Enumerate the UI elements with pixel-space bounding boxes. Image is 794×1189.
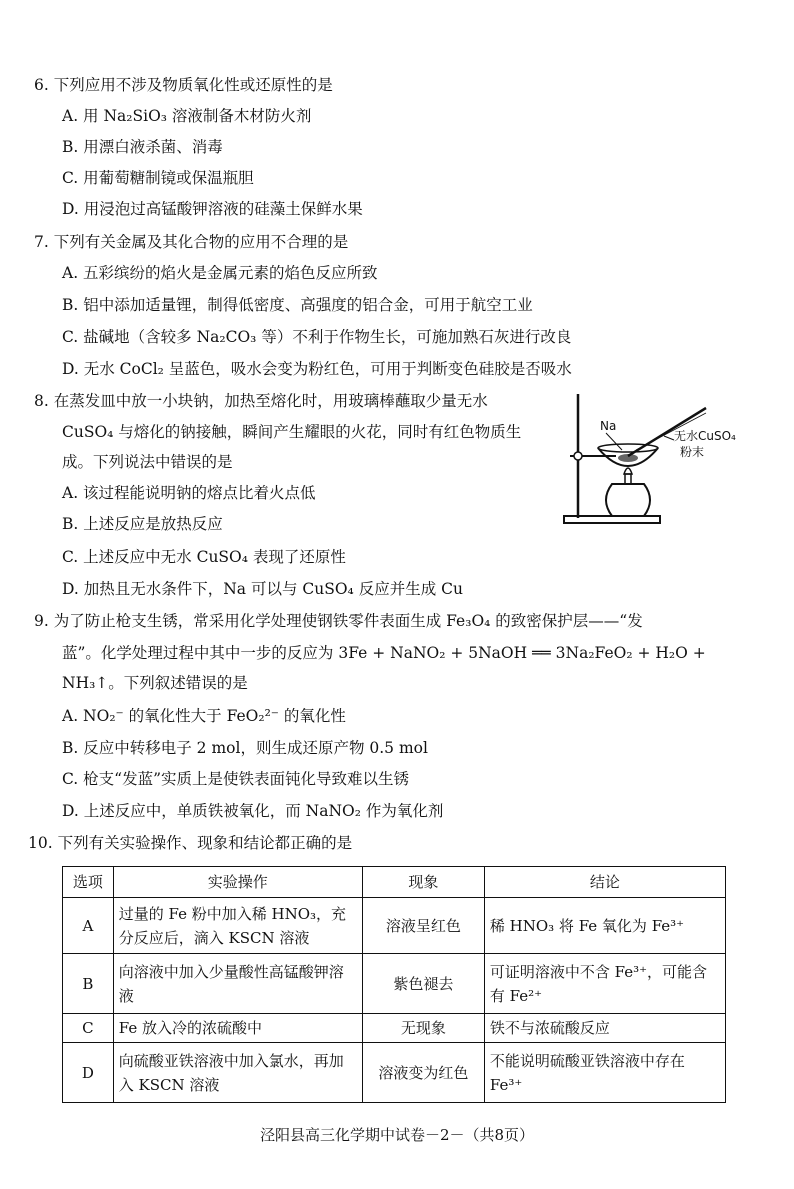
label-na: Na (600, 419, 617, 433)
apparatus-figure (556, 388, 746, 530)
q9-option-c: C. 枪支“发蓝”实质上是使铁表面钝化导致难以生锈 (62, 770, 410, 788)
q8-stem-line1: 8. 在蒸发皿中放一小块钠，加热至熔化时，用玻璃棒蘸取少量无水 (34, 392, 488, 410)
row-c-phenomenon: 无现象 (362, 1014, 484, 1043)
row-a-operation: 过量的 Fe 粉中加入稀 HNO₃，充分反应后，滴入 KSCN 溶液 (113, 898, 362, 954)
q6-stem: 6. 下列应用不涉及物质氧化性或还原性的是 (34, 76, 333, 94)
table-row (63, 1014, 726, 1043)
table-row (63, 1043, 726, 1103)
q9-option-d: D. 上述反应中，单质铁被氧化，而 NaNO₂ 作为氧化剂 (62, 802, 444, 820)
clamp-knob (574, 452, 582, 460)
row-b-conclusion: 可证明溶液中不含 Fe³⁺，可能含有 Fe²⁺ (484, 954, 725, 1014)
row-c-operation: Fe 放入冷的浓硫酸中 (113, 1014, 362, 1043)
row-c-option: C (63, 1014, 114, 1043)
q8-stem-line2: CuSO₄ 与熔化的钠接触，瞬间产生耀眼的火花，同时有红色物质生 (62, 423, 522, 441)
alcohol-lamp (606, 484, 650, 516)
q8-option-c: C. 上述反应中无水 CuSO₄ 表现了还原性 (62, 548, 346, 566)
experiment-table (62, 866, 726, 1103)
label-cuso4: 无水CuSO₄ (674, 429, 736, 443)
row-d-option: D (63, 1043, 114, 1103)
cuso4-pointer (664, 436, 674, 440)
q7-stem: 7. 下列有关金属及其化合物的应用不合理的是 (34, 233, 349, 251)
header-conclusion: 结论 (484, 867, 725, 898)
q7-option-d: D. 无水 CoCl₂ 呈蓝色，吸水会变为粉红色，可用于判断变色硅胶是否吸水 (62, 360, 572, 378)
table-row (63, 898, 726, 954)
q6-option-d: D. 用浸泡过高锰酸钾溶液的硅藻土保鲜水果 (62, 200, 363, 218)
q7-option-c: C. 盐碱地（含较多 Na₂CO₃ 等）不利于作物生长，可施加熟石灰进行改良 (62, 328, 572, 346)
q7-option-b: B. 铝中添加适量锂，制得低密度、高强度的铝合金，可用于航空工业 (62, 296, 533, 314)
header-phenomenon: 现象 (362, 867, 484, 898)
row-d-conclusion: 不能说明硫酸亚铁溶液中存在 Fe³⁺ (484, 1043, 725, 1103)
q9-stem-line2: 蓝”。化学处理过程中其中一步的反应为 3Fe + NaNO₂ + 5NaOH ══ 3Na₂FeO₂ + H₂O + (62, 644, 706, 662)
row-b-phenomenon: 紫色褪去 (362, 954, 484, 1014)
q8-option-d: D. 加热且无水条件下，Na 可以与 CuSO₄ 反应并生成 Cu (62, 580, 463, 598)
header-operation: 实验操作 (113, 867, 362, 898)
q8-option-a: A. 该过程能说明钠的熔点比着火点低 (62, 484, 316, 502)
row-b-operation: 向溶液中加入少量酸性高锰酸钾溶液 (113, 954, 362, 1014)
q9-stem-line3: NH₃↑。下列叙述错误的是 (62, 674, 248, 692)
q8-option-b: B. 上述反应是放热反应 (62, 515, 223, 533)
q7-option-a: A. 五彩缤纷的焰火是金属元素的焰色反应所致 (62, 264, 378, 282)
row-b-option: B (63, 954, 114, 1014)
flame (624, 468, 632, 474)
label-powder: 粉末 (680, 445, 705, 459)
header-option: 选项 (63, 867, 114, 898)
q8-stem-line3: 成。下列说法中错误的是 (62, 453, 233, 471)
row-d-operation: 向硫酸亚铁溶液中加入氯水，再加入 KSCN 溶液 (113, 1043, 362, 1103)
table-header-row (63, 867, 726, 898)
q9-option-a: A. NO₂⁻ 的氧化性大于 FeO₂²⁻ 的氧化性 (62, 707, 346, 725)
q6-option-a: A. 用 Na₂SiO₃ 溶液制备木材防火剂 (62, 107, 312, 125)
row-d-phenomenon: 溶液变为红色 (362, 1043, 484, 1103)
row-a-option: A (63, 898, 114, 954)
row-a-phenomenon: 溶液呈红色 (362, 898, 484, 954)
q9-stem-line1: 9. 为了防止枪支生锈，常采用化学处理使钢铁零件表面生成 Fe₃O₄ 的致密保护层——“发 (34, 612, 643, 630)
q9-option-b: B. 反应中转移电子 2 mol，则生成还原产物 0.5 mol (62, 739, 428, 757)
row-a-conclusion: 稀 HNO₃ 将 Fe 氧化为 Fe³⁺ (484, 898, 725, 954)
na-pointer (606, 433, 622, 450)
row-c-conclusion: 铁不与浓硫酸反应 (484, 1014, 725, 1043)
q10-stem: 10. 下列有关实验操作、现象和结论都正确的是 (28, 834, 353, 852)
q6-option-b: B. 用漂白液杀菌、消毒 (62, 138, 223, 156)
q6-option-c: C. 用葡萄糖制镜或保温瓶胆 (62, 169, 254, 187)
page-footer: 泾阳县高三化学期中试卷－2－（共8页） (259, 1126, 535, 1144)
table-row (63, 954, 726, 1014)
